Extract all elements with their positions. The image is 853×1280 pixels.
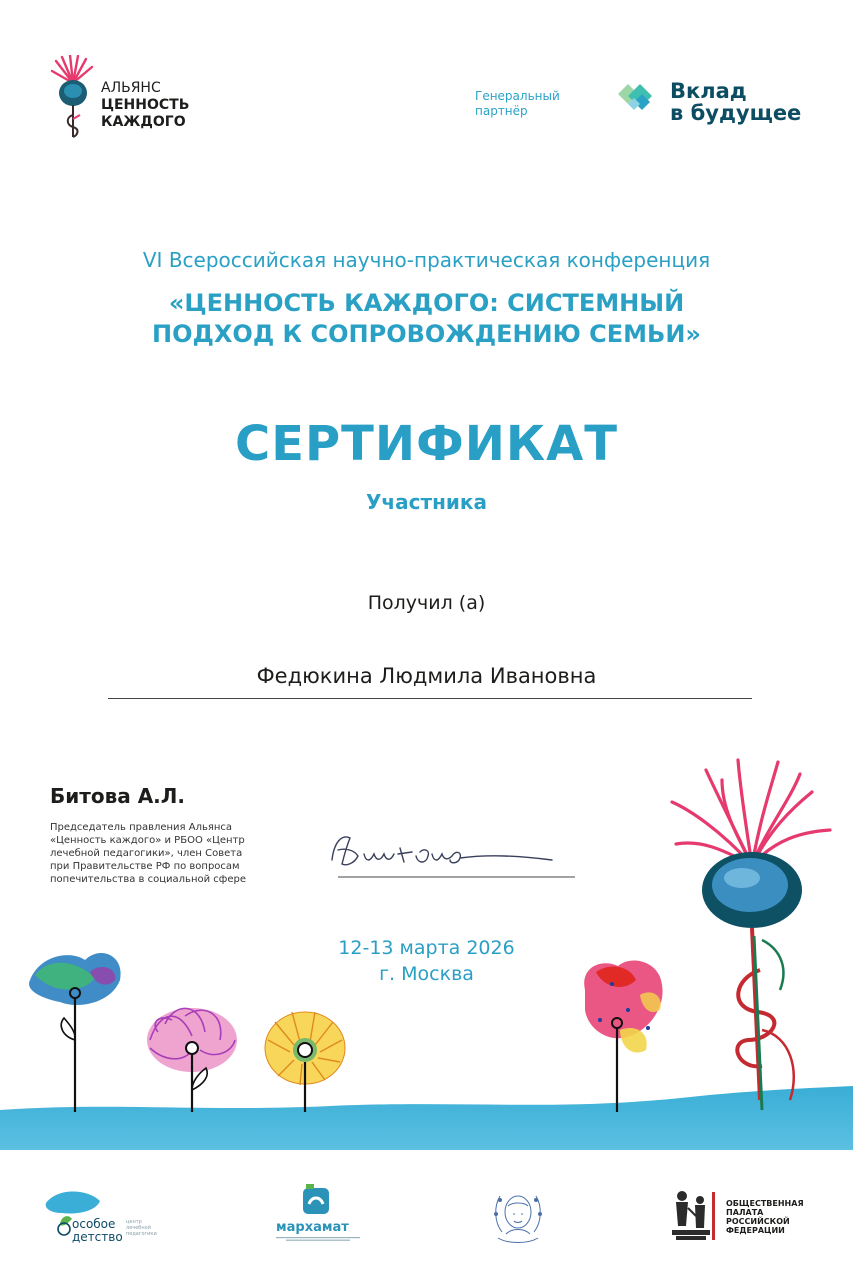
portrait-wreath-logo [478, 1176, 558, 1256]
conference-title-line-1: «ЦЕННОСТЬ КАЖДОГО: СИСТЕМНЫЙ [168, 289, 685, 317]
partner-label-line-2: партнёр [475, 104, 528, 118]
recipient-underline [108, 698, 752, 699]
signer-position-line-4: при Правительстве РФ по вопросам [50, 861, 240, 872]
palata-line-3: РОССИЙСКОЙ [726, 1217, 790, 1226]
signer-position-line-2: «Ценность каждого» и РБОО «Центр [50, 835, 245, 846]
markhamat-fine-print [276, 1236, 360, 1242]
vklad-line-2: в будущее [670, 101, 802, 125]
signer-name: Битова А.Л. [50, 784, 185, 808]
osoboe-detstvo-name [72, 1218, 123, 1244]
public-chamber-name [726, 1199, 804, 1235]
partner-label-line-1: Генеральный [475, 89, 560, 103]
signer-position [50, 821, 310, 886]
osoboe-sub-line-1: центр [126, 1219, 142, 1225]
palata-line-4: ФЕДЕРАЦИИ [726, 1226, 785, 1235]
flower-sunflower [265, 1012, 345, 1112]
recipient-name: Федюкина Людмила Ивановна [256, 664, 597, 688]
public-chamber-emblem [668, 1186, 718, 1244]
vklad-diamond-logo [612, 74, 660, 118]
osoboe-sub-line-3: педагогики [126, 1231, 157, 1237]
conference-line: VI Всероссийская научно-практическая конференция [142, 248, 711, 272]
vklad-brand-name [670, 80, 801, 124]
osoboe-line-2: детство [72, 1230, 123, 1244]
alliance-line-1: АЛЬЯНС [101, 80, 161, 96]
osoboe-sub-line-2: лечебной [126, 1225, 151, 1231]
alliance-line-3: КАЖДОГО [101, 114, 186, 130]
markhamat-name: мархамат [276, 1220, 349, 1235]
event-city: г. Москва [379, 963, 474, 985]
event-date: 12-13 марта 2026 [338, 937, 515, 959]
general-partner-label [475, 89, 560, 119]
certificate-title: СЕРТИФИКАТ [234, 416, 618, 472]
alliance-name [101, 80, 189, 131]
alliance-line-2: ЦЕННОСТЬ [101, 97, 190, 113]
markhamat-icon [300, 1184, 332, 1218]
signer-position-line-3: лечебной педагогики», член Совета [50, 848, 243, 859]
flower-pink-purple [147, 1008, 237, 1112]
certificate-subtitle: Участника [366, 490, 487, 514]
osoboe-detstvo-subtitle [126, 1219, 157, 1237]
conference-title [0, 288, 853, 350]
osoboe-line-1: особое [72, 1217, 116, 1231]
signer-position-line-5: попечительства в социальной сфере [50, 874, 246, 885]
vklad-line-1: Вклад [670, 79, 747, 103]
palata-line-2: ПАЛАТА [726, 1208, 764, 1217]
handwritten-signature [320, 820, 580, 882]
palata-line-1: ОБЩЕСТВЕННАЯ [726, 1199, 804, 1208]
conference-title-line-2: ПОДХОД К СОПРОВОЖДЕНИЮ СЕМЬИ» [152, 320, 701, 348]
received-label: Получил (а) [367, 592, 486, 614]
flower-thistle [672, 760, 830, 1110]
signer-position-line-1: Председатель правления Альянса [50, 822, 233, 833]
